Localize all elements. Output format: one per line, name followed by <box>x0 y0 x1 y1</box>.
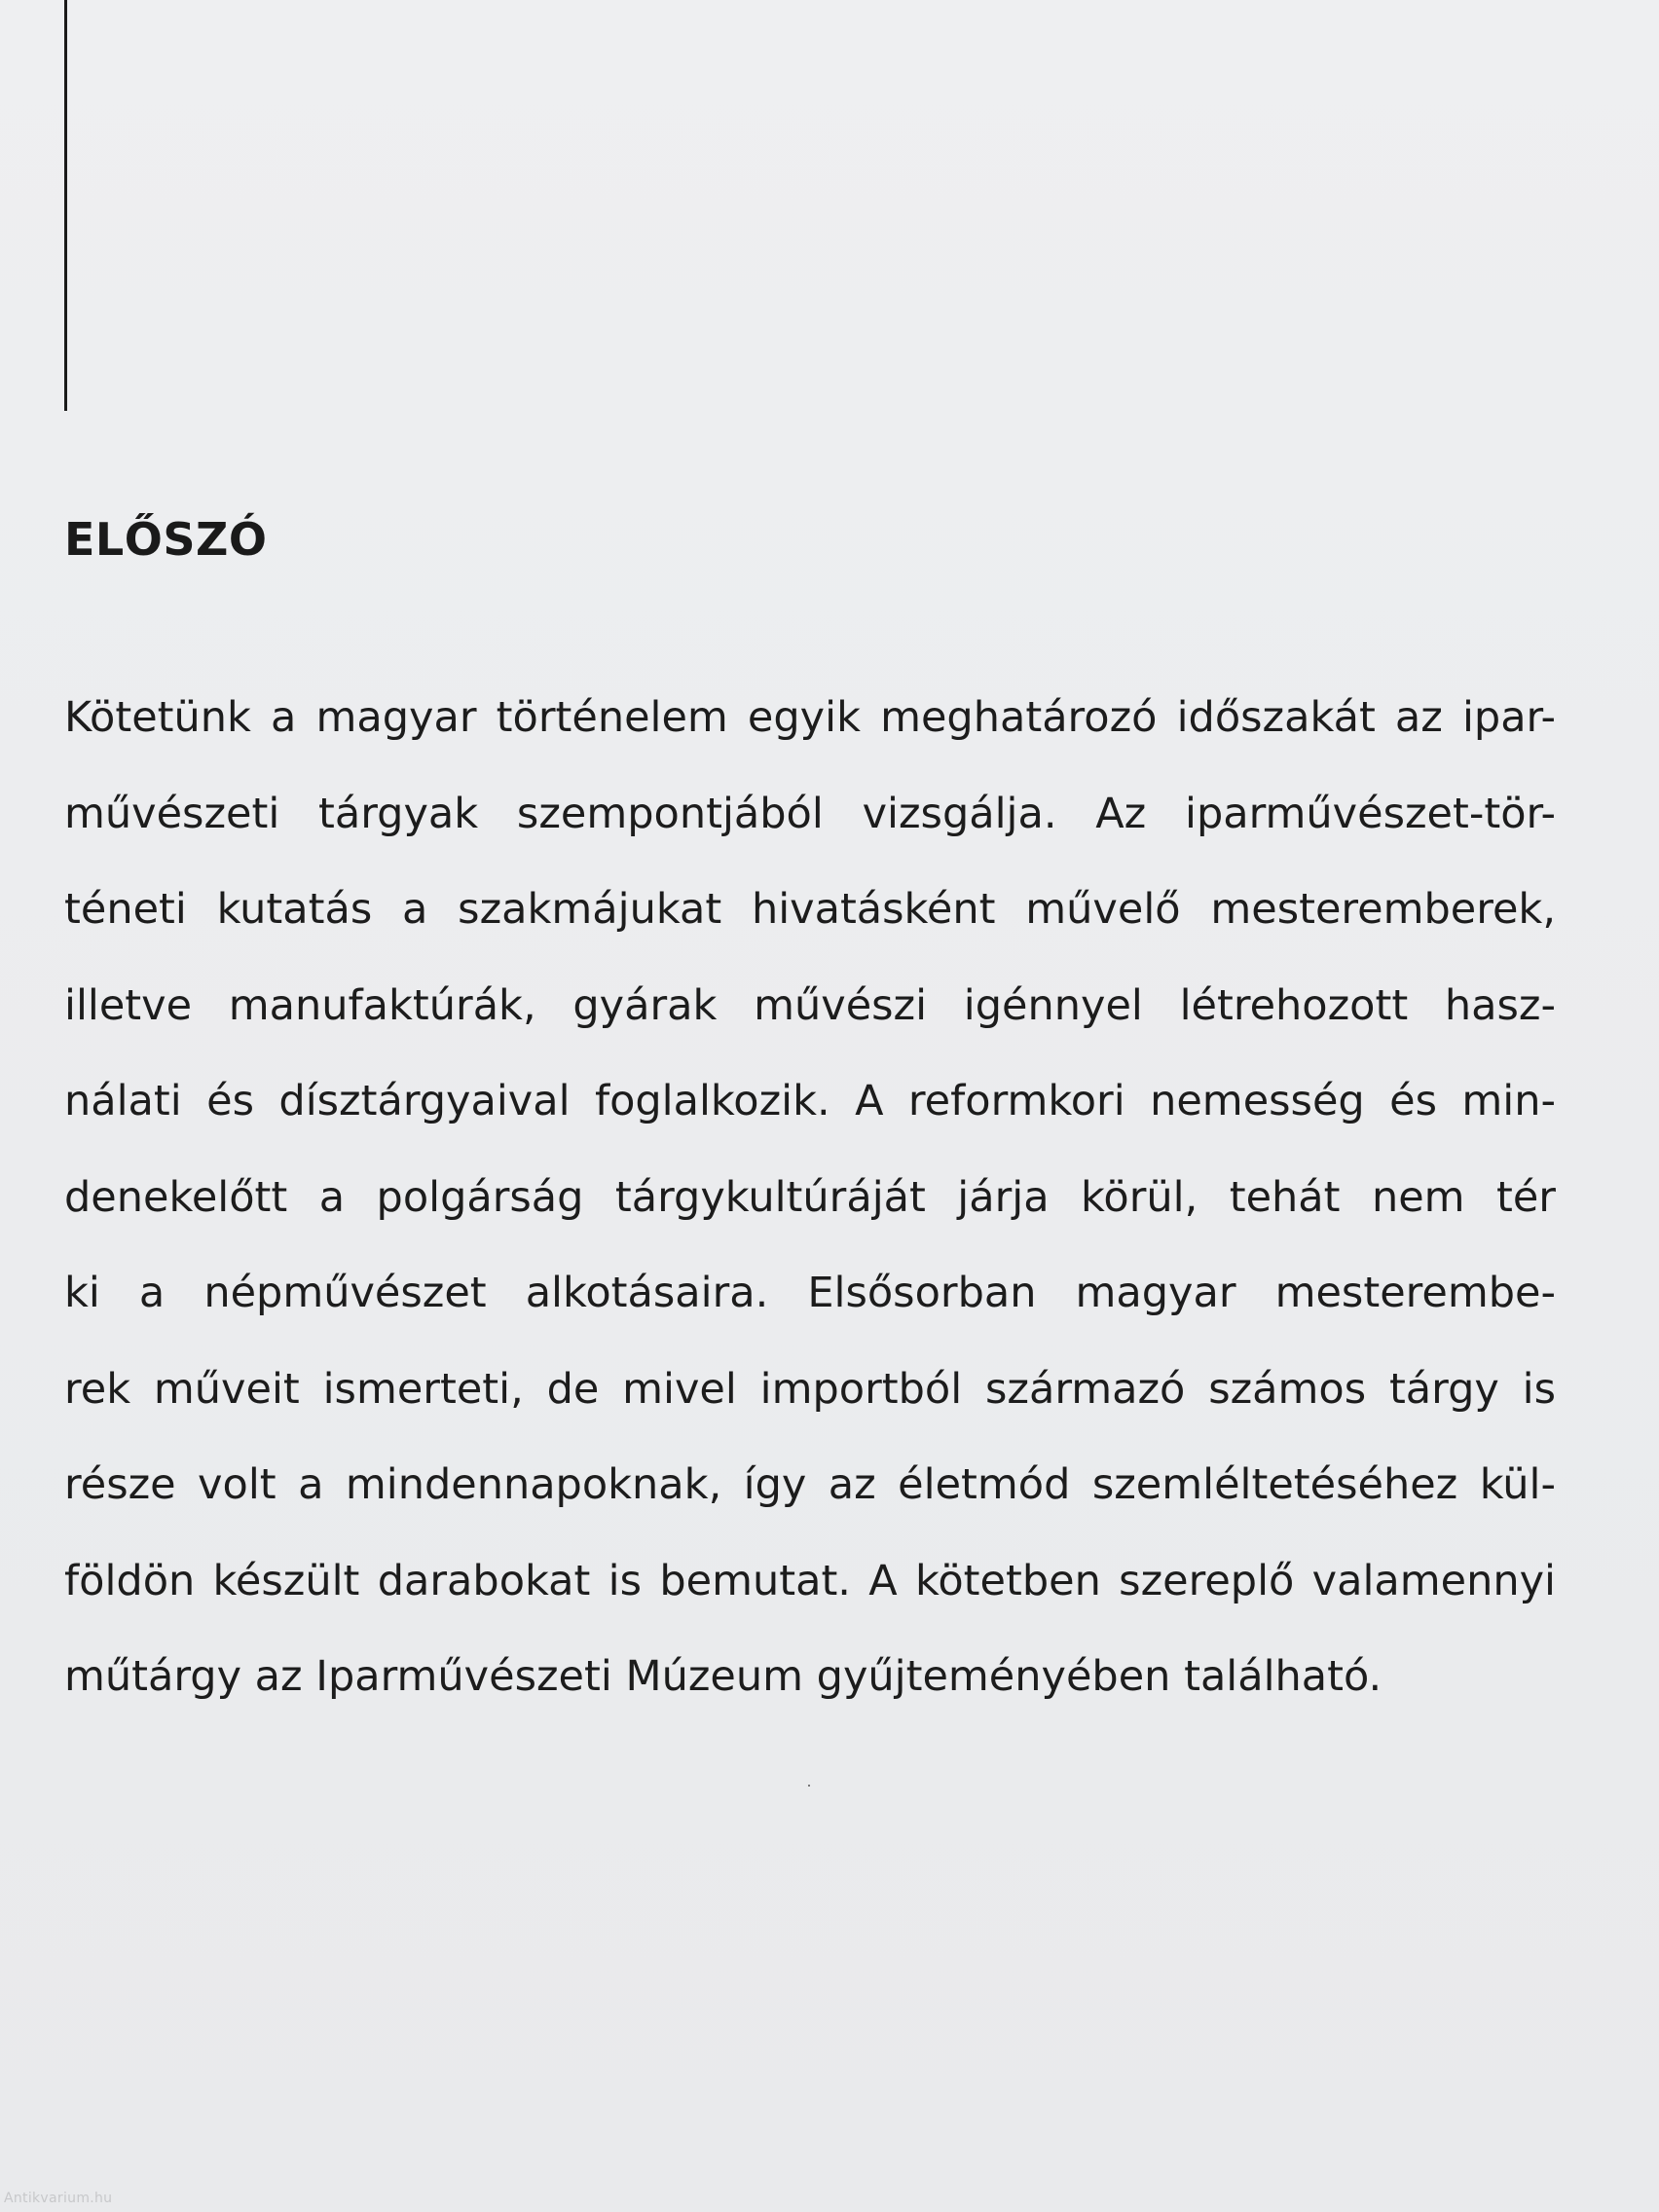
watermark: Antikvarium.hu <box>4 2191 113 2206</box>
paper-speck <box>808 1785 810 1787</box>
paragraph-line: Kötetünk a magyar történelem egyik meghatározó időszakát az ipar- <box>64 693 1556 742</box>
paragraph-line: része volt a mindennapoknak, így az életmód szemléltetéséhez kül- <box>64 1460 1556 1509</box>
paragraph-line: földön készült darabokat is bemutat. A kötetben szereplő valamennyi <box>64 1556 1556 1605</box>
paragraph-line: rek műveit ismerteti, de mivel importból származó számos tárgy is <box>64 1364 1556 1414</box>
paragraph-line: ki a népművészet alkotásaira. Elsősorban magyar mesterembe- <box>64 1269 1556 1317</box>
foreword-paragraph <box>64 683 1556 1739</box>
paragraph-line: denekelőtt a polgárság tárgykultúráját járja körül, tehát nem tér <box>64 1172 1556 1222</box>
paragraph-line: téneti kutatás a szakmájukat hivatásként művelő mesteremberek, <box>64 885 1556 934</box>
margin-rule <box>64 0 67 411</box>
paragraph-line: műtárgy az Iparművészeti Múzeum gyűjteményében található. <box>64 1652 1382 1701</box>
paragraph-line: nálati és dísztárgyaival foglalkozik. A reformkori nemesség és min- <box>64 1077 1556 1125</box>
paragraph-line: művészeti tárgyak szempontjából vizsgálja. Az iparművészet-tör- <box>64 789 1556 838</box>
paragraph-line: illetve manufaktúrák, gyárak művészi igénnyel létrehozott hasz- <box>64 980 1556 1030</box>
page-title: ELŐSZÓ <box>64 513 268 566</box>
